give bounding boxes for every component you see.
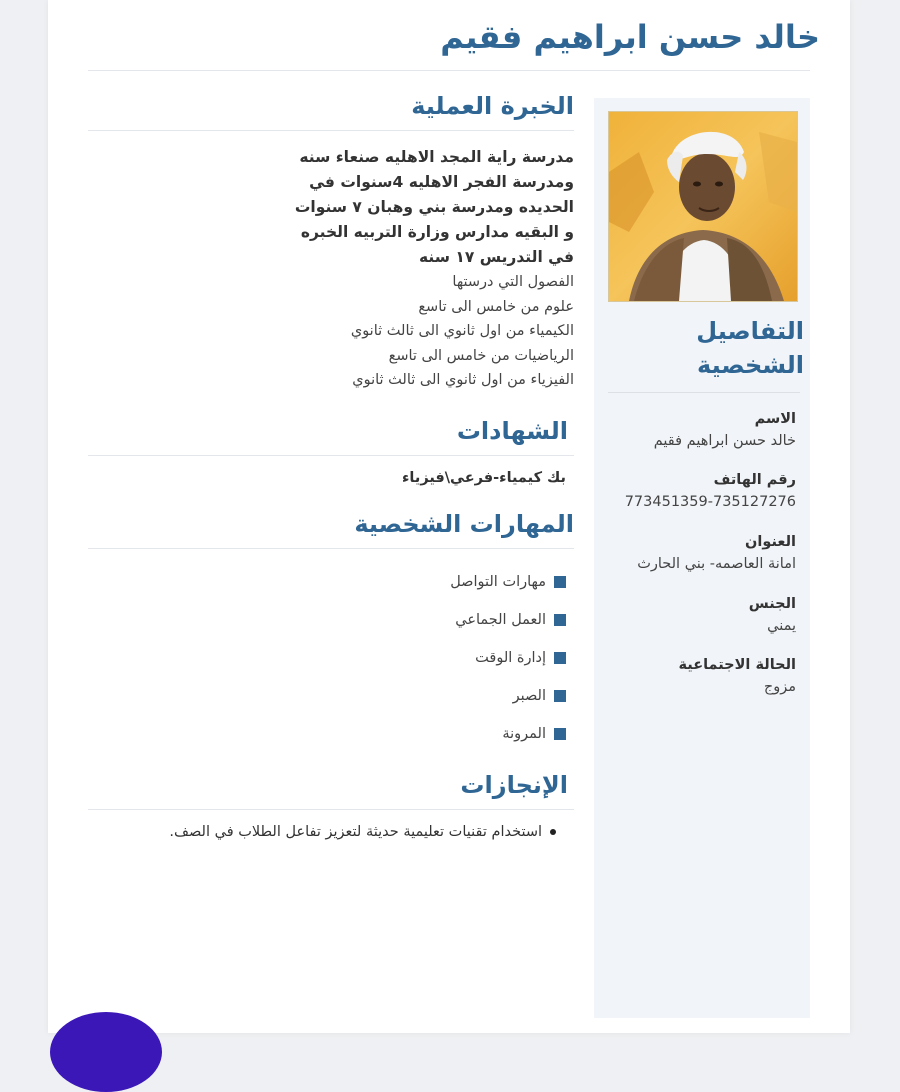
field-address: [602, 531, 796, 575]
field-value: يمني: [767, 618, 796, 634]
certificates-heading: الشهادات: [88, 417, 574, 456]
field-label: رقم الهاتف: [713, 472, 796, 488]
page-title: خالد حسن ابراهيم فقيم: [440, 18, 820, 56]
field-marital-status: [602, 654, 796, 698]
experience-line: الكيمياء من اول ثانوي الى ثالث ثانوي: [350, 323, 574, 339]
field-value: امانة العاصمه- بني الحارث: [637, 556, 796, 572]
achievement-text: استخدام تقنيات تعليمية حديثة لتعزيز تفاعل الطلاب في الصف.: [169, 823, 542, 840]
skill-label: إدارة الوقت: [475, 649, 546, 666]
experience-line: علوم من خامس الى تاسع: [418, 298, 574, 315]
field-label: الجنس: [748, 596, 796, 612]
skill-label: الصبر: [512, 687, 546, 704]
field-gender: [602, 593, 796, 637]
achievement-item: [88, 824, 574, 840]
achievements-heading: الإنجازات: [88, 771, 574, 810]
sidebar-divider: [608, 392, 800, 393]
certificates-section: [88, 417, 574, 486]
skill-item: [88, 677, 566, 715]
skills-section: [88, 510, 574, 753]
field-value: خالد حسن ابراهيم فقيم: [653, 433, 796, 449]
personal-details-heading: التفاصيل الشخصية: [696, 317, 804, 379]
certificate-text: بك كيمياء-فرعي\فيزياء: [402, 469, 566, 486]
experience-line: الفصول التي درستها: [452, 274, 574, 290]
experience-heading: الخبرة العملية: [88, 92, 574, 131]
skill-item: [88, 639, 566, 677]
field-value: 773451359-735127276: [624, 494, 796, 510]
skill-label: العمل الجماعي: [455, 611, 546, 628]
bullet-square-icon: [554, 728, 566, 740]
experience-line: الرياضيات من خامس الى تاسع: [388, 347, 574, 364]
field-value: مزوج: [763, 679, 796, 695]
experience-summary: مدرسة راية المجد الاهليه صنعاء سنه ومدرسة الفجر الاهليه 4سنوات في الحديده ومدرسة بني وهبان ٧ سنوات و البقيه مدارس وزارة التربيه الخبره في التدريس ١٧ سنه: [294, 148, 574, 266]
bullet-square-icon: [554, 652, 566, 664]
field-name: [602, 408, 796, 452]
title-divider: [88, 70, 810, 71]
personal-details-sidebar: [594, 98, 810, 1018]
skill-item: [88, 563, 566, 601]
field-phone: [602, 469, 796, 513]
bullet-square-icon: [554, 614, 566, 626]
achievements-section: [88, 771, 574, 840]
floating-action-button[interactable]: [50, 1012, 162, 1092]
bullet-square-icon: [554, 690, 566, 702]
resume-page: [48, 0, 850, 1033]
skill-label: المرونة: [502, 725, 546, 742]
skill-item: [88, 601, 566, 639]
bullet-dot-icon: [550, 829, 556, 835]
skills-heading: المهارات الشخصية: [88, 510, 574, 549]
skill-item: [88, 715, 566, 753]
skills-list: [88, 563, 574, 753]
bullet-square-icon: [554, 576, 566, 588]
main-column: [88, 92, 574, 840]
experience-line: الفيزياء من اول ثانوي الى ثالث ثانوي: [352, 372, 574, 388]
field-label: الاسم: [754, 411, 796, 427]
profile-photo: [608, 111, 798, 302]
experience-section: [88, 92, 574, 393]
skill-label: مهارات التواصل: [450, 573, 546, 590]
field-label: العنوان: [745, 534, 796, 550]
field-label: الحالة الاجتماعية: [678, 657, 796, 673]
